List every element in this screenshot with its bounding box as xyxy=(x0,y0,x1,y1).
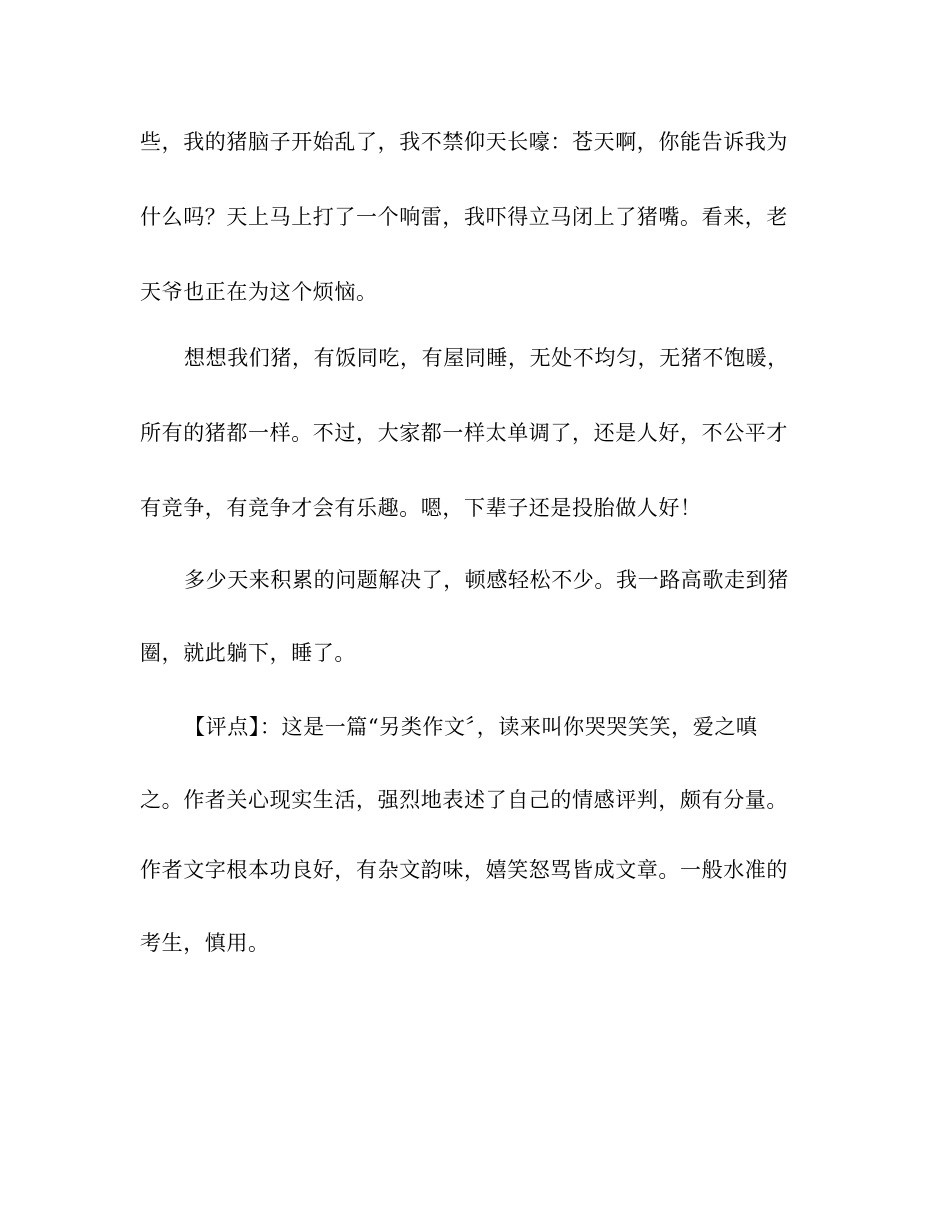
text-line: 有竞争，有竞争才会有乐趣。嗯，下辈子还是投胎做人好！ xyxy=(140,496,702,520)
text-line: 多少天来积累的问题解决了，顿感轻松不少。我一路高歌走到猪 xyxy=(184,568,789,592)
text-line: 什么吗？天上马上打了一个响雷，我吓得立马闭上了猪嘴。看来，老 xyxy=(140,205,788,229)
text-line: 所有的猪都一样。不过，大家都一样太单调了，还是人好，不公平才 xyxy=(140,421,788,445)
text-line: 考生，慎用。 xyxy=(140,931,270,955)
text-line: 天爷也正在为这个烦恼。 xyxy=(140,280,378,304)
text-line: 想想我们猪，有饭同吃，有屋同睡，无处不均匀，无猪不饱暖， xyxy=(184,346,789,370)
text-line: 【评点】：这是一篇“另类作文〞，读来叫你哭哭笑笑，爱之嗔 xyxy=(184,715,758,739)
text-line: 些，我的猪脑子开始乱了，我不禁仰天长嚎：苍天啊，你能告诉我为 xyxy=(140,130,788,154)
text-line: 作者文字根本功良好，有杂文韵味，嬉笑怒骂皆成文章。一般水准的 xyxy=(140,858,788,882)
text-line: 圈，就此躺下，睡了。 xyxy=(140,641,356,665)
text-line: 之。作者关心现实生活，强烈地表述了自己的情感评判，颇有分量。 xyxy=(140,788,788,812)
